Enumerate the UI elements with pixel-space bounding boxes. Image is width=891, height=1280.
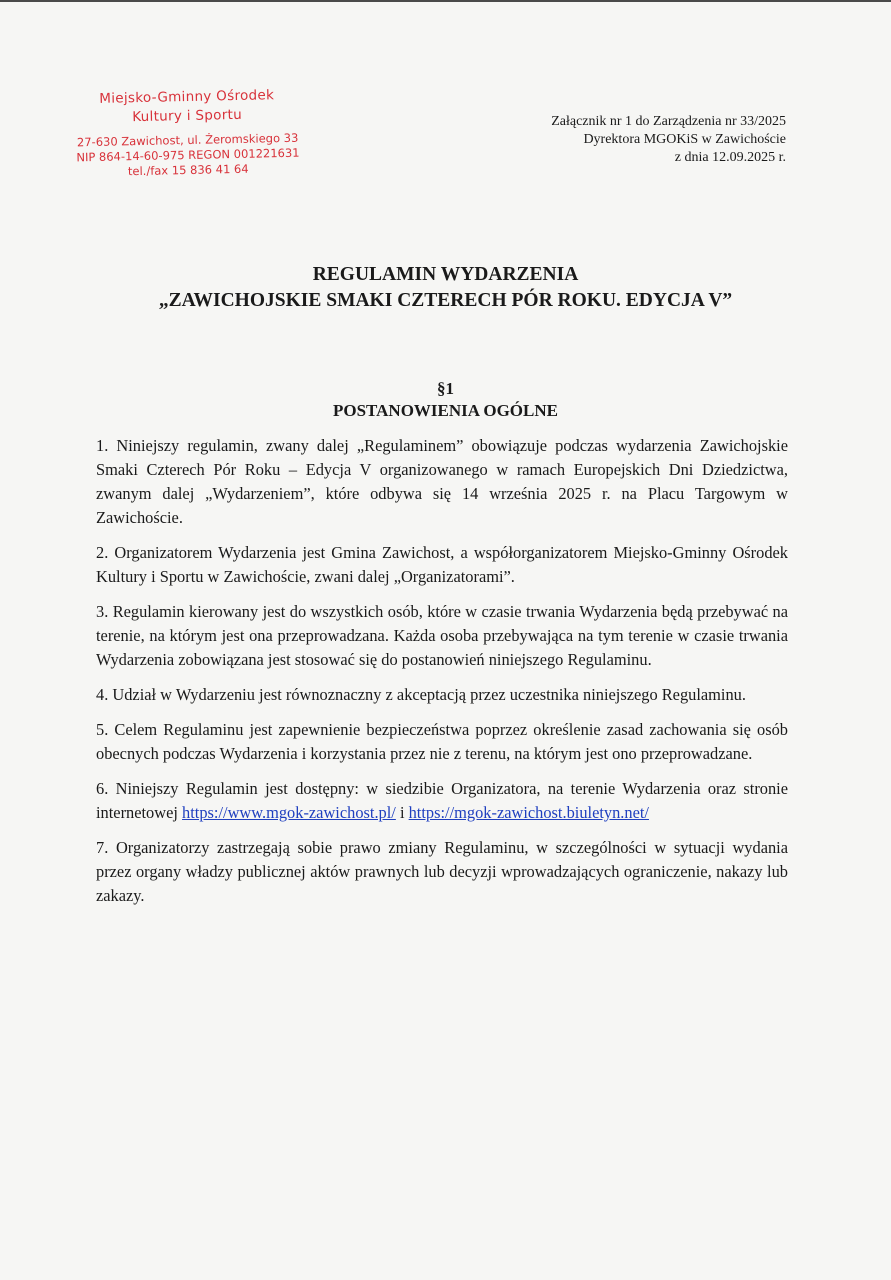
paragraph-2: 2. Organizatorem Wydarzenia jest Gmina Zawichost, a współorganizatorem Miejsko-Gminny Ośrodek Kultury i Sportu w Zawichoście, zwani dalej „Organizatorami”. <box>96 543 788 586</box>
annex-line2: Dyrektora MGOKiS w Zawichoście <box>583 132 786 147</box>
paragraph-4: 4. Udział w Wydarzeniu jest równoznaczny z akceptacją przez uczestnika niniejszego Regulaminu. <box>96 685 746 704</box>
stamp-name-line2: Kultury i Sportu <box>132 106 243 126</box>
paragraph-7: 7. Organizatorzy zastrzegają sobie prawo zmiany Regulaminu, w szczególności w sytuacji wydania przez organy władzy publicznej aktów prawnych lub decyzji wprowadzających ograniczenie, nakazy lub zakazy. <box>96 838 788 905</box>
annex-line1: Załącznik nr 1 do Zarządzenia nr 33/2025 <box>551 114 786 129</box>
paragraph-6-connector: i <box>395 803 409 822</box>
website-link-biuletyn[interactable]: https://mgok-zawichost.biuletyn.net/ <box>408 803 649 822</box>
stamp-ids: NIP 864-14-60-975 REGON 001221631 <box>76 145 300 165</box>
section-header <box>60 378 831 422</box>
organization-stamp <box>69 86 306 181</box>
annex-line3: z dnia 12.09.2025 r. <box>674 150 786 165</box>
website-link-mgok[interactable]: https://www.mgok-zawichost.pl/ <box>182 803 396 822</box>
regulation-body <box>96 434 788 919</box>
paragraph-5: 5. Celem Regulaminu jest zapewnienie bezpieczeństwa poprzez określenie zasad zachowania się osób obecnych podczas Wydarzenia i korzystania przez nie z terenu, na którym jest ono przeprowadzane. <box>96 720 788 763</box>
stamp-name-line1: Miejsko-Gminny Ośrodek <box>99 87 275 107</box>
stamp-phone: tel./fax 15 836 41 64 <box>127 161 249 179</box>
section-number: §1 <box>437 379 454 398</box>
title-line2: „ZAWICHOJSKIE SMAKI CZTERECH PÓR ROKU. EDYCJA V” <box>158 290 733 311</box>
paragraph-6-text: 6. Niniejszy Regulamin jest dostępny: w siedzibie Organizatora, na terenie Wydarzenia oraz stronie internetowej <box>96 779 788 822</box>
document-title <box>60 262 831 314</box>
paragraph-1: 1. Niniejszy regulamin, zwany dalej „Regulaminem” obowiązuje podczas wydarzenia Zawichojskie Smaki Czterech Pór Roku – Edycja V organizowanego w ramach Europejskich Dni Dziedzictwa, zwanym dalej „Wydarzeniem”, które odbywa się 14 września 2025 r. na Placu Targowym w Zawichoście. <box>96 436 788 527</box>
title-line1: REGULAMIN WYDARZENIA <box>312 264 579 285</box>
paragraph-3: 3. Regulamin kierowany jest do wszystkich osób, które w czasie trwania Wydarzenia będą przebywać na terenie, na którym jest ona przeprowadzana. Każda osoba przebywająca na tym terenie w czasie trwania Wydarzenia zobowiązana jest stosować się do postanowień niniejszego Regulaminu. <box>96 602 788 669</box>
section-heading: POSTANOWIENIA OGÓLNE <box>333 401 558 420</box>
scan-edge-line <box>0 0 891 2</box>
paragraph-6 <box>96 777 788 825</box>
stamp-address: 27-630 Zawichost, ul. Żeromskiego 33 <box>76 130 299 150</box>
annex-note <box>486 113 786 167</box>
